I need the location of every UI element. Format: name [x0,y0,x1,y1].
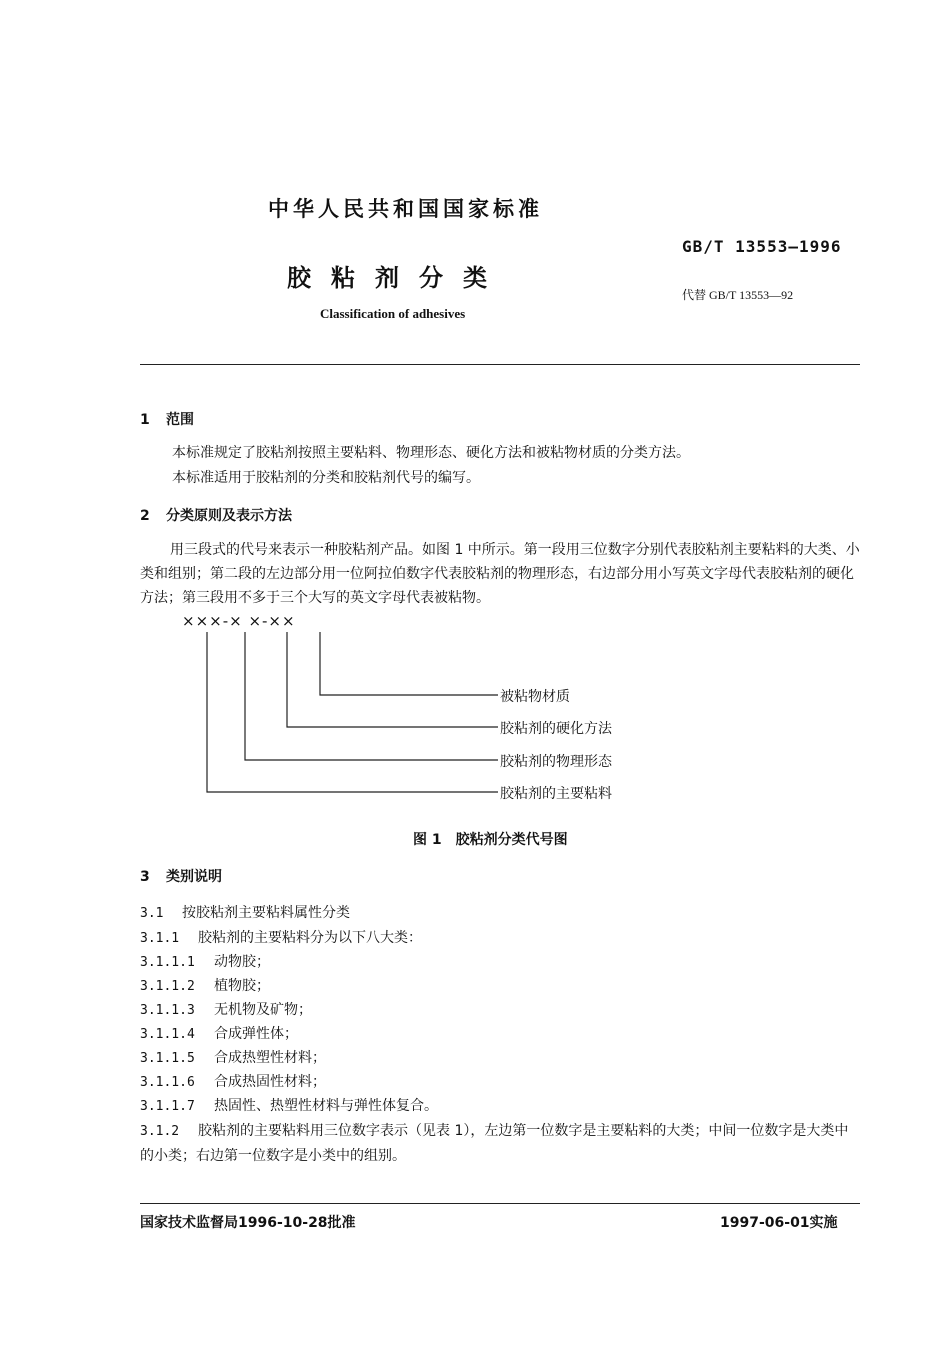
clause-number: 3.1.1.6 [140,1075,195,1090]
clause-item [140,999,312,1019]
clause-text: 无机物及矿物； [214,1002,312,1018]
clause-text: 植物胶； [214,978,270,994]
clause-3-1-2 [140,1119,860,1168]
clause-number: 3.1.1.7 [140,1099,195,1114]
section-3-title: 类别说明 [166,869,222,885]
clause-text: 按胶粘剂主要粘料属性分类 [182,905,350,921]
document-title-zh: 胶粘剂分类 [287,264,507,292]
section-1-paragraph: 本标准规定了胶粘剂按照主要粘料、物理形态、硬化方法和被粘物材质的分类方法。 [172,445,690,461]
footer-divider [140,1203,860,1204]
clause-item [140,927,422,947]
section-3-number: 3 [140,869,150,885]
clause-item [140,1047,326,1067]
figure-1-label-curing: 胶粘剂的硬化方法 [500,721,612,737]
connector-curing [287,632,498,727]
clause-item [140,951,270,971]
figure-1-label-adherend: 被粘物材质 [500,689,570,705]
section-3-heading [140,866,222,886]
clause-item [140,1023,298,1043]
section-2-paragraph: 用三段式的代号来表示一种胶粘剂产品。如图 1 中所示。第一段用三位数字分别代表胶粘剂主要粘料的大类、小类和组别；第二段的左边部分用一位阿拉伯数字代表胶粘剂的物理形态，右边部分用小写英文字母代表胶粘剂的硬化方法；第三段用不多于三个大写的英文字母代表被粘物。 [140,542,860,606]
clause-number: 3.1.1.5 [140,1051,195,1066]
connector-binder [207,632,498,792]
clause-item [140,1071,326,1091]
effective-date: 1997-06-01实施 [720,1215,838,1231]
clause-item [140,975,270,995]
clause-item [140,902,350,922]
section-1-number: 1 [140,412,150,428]
figure-1-label-binder: 胶粘剂的主要粘料 [500,786,612,802]
figure-1-label-physical: 胶粘剂的物理形态 [500,754,612,770]
clause-number: 3.1.1.3 [140,1003,195,1018]
clause-number: 3.1.1.2 [140,979,195,994]
standard-number: GB/T 13553—1996 [682,237,842,256]
document-title-en: Classification of adhesives [320,306,466,321]
clause-number: 3.1.1.4 [140,1027,195,1042]
clause-text: 动物胶； [214,954,270,970]
replaces-note: 代替 GB/T 13553—92 [682,288,794,302]
section-2-title: 分类原则及表示方法 [166,508,292,524]
clause-text: 合成热固性材料； [214,1074,326,1090]
clause-number: 3.1.1 [140,931,180,946]
clause-item [140,1095,438,1115]
clause-text: 热固性、热塑性材料与弹性体复合。 [214,1098,438,1114]
clause-number: 3.1.2 [140,1124,180,1139]
clause-number: 3.1 [140,906,164,921]
standard-type: 中华人民共和国国家标准 [268,197,543,221]
clause-text: 胶粘剂的主要粘料分为以下八大类： [198,930,422,946]
clause-text: 合成弹性体； [214,1026,298,1042]
figure-1-code: ×××-× ×-×× [182,612,296,630]
section-1-title: 范围 [166,412,194,428]
section-1-paragraph: 本标准适用于胶粘剂的分类和胶粘剂代号的编写。 [172,470,480,486]
clause-number: 3.1.1.1 [140,955,195,970]
approval-date: 国家技术监督局1996-10-28批准 [140,1215,356,1231]
section-2-number: 2 [140,508,150,524]
clause-text: 胶粘剂的主要粘料用三位数字表示（见表 1），左边第一位数字是主要粘料的大类；中间一位数字是大类中的小类；右边第一位数字是小类中的组别。 [140,1123,849,1164]
connector-physical [245,632,498,760]
connector-adherend [320,632,498,695]
clause-text: 合成热塑性材料； [214,1050,326,1066]
figure-1-caption: 图 1 胶粘剂分类代号图 [413,832,568,848]
